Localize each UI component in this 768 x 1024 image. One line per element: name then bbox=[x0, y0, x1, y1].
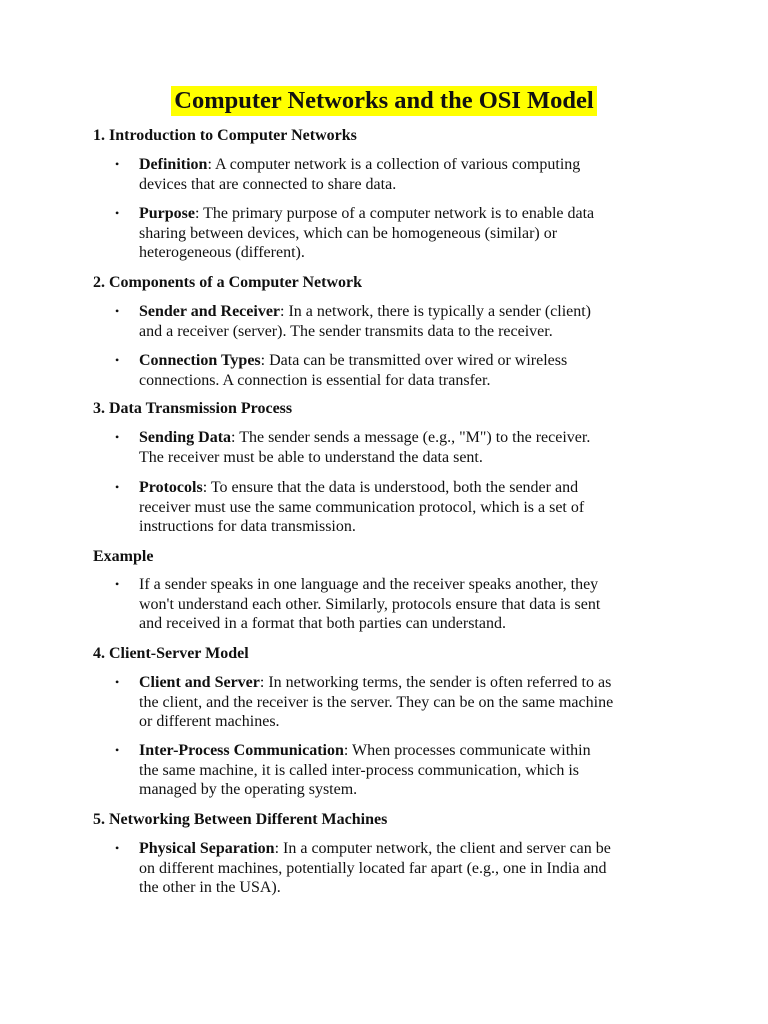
bullet-line bbox=[139, 351, 699, 371]
bullet-definition bbox=[115, 155, 699, 194]
bullet-line: and received in a format that both parties can understand. bbox=[139, 615, 506, 633]
bullet-term: Definition bbox=[139, 156, 208, 173]
bullet-line: won't understand each other. Similarly, protocols ensure that data is sent bbox=[139, 595, 601, 613]
section-heading-transmission: 3. Data Transmission Process bbox=[93, 400, 293, 417]
bullet-text: : In a network, there is typically a sender (client) bbox=[280, 303, 592, 320]
bullet-text: : The sender sends a message (e.g., "M") to the receiver. bbox=[231, 429, 591, 446]
section-heading-components: 2. Components of a Computer Network bbox=[93, 274, 363, 291]
bullet-line bbox=[139, 478, 699, 498]
bullet-dot: • bbox=[115, 353, 120, 367]
bullet-line: devices that are connected to share data. bbox=[139, 175, 397, 193]
bullet-text: : To ensure that the data is understood, both the sender and bbox=[202, 479, 579, 496]
bullet-term: Protocols bbox=[139, 479, 203, 496]
bullet-line: The receiver must be able to understand the data sent. bbox=[139, 448, 483, 466]
bullet-term: Client and Server bbox=[139, 674, 260, 691]
bullet-sending-data bbox=[115, 428, 699, 467]
bullet-connection-types bbox=[115, 351, 699, 390]
bullet-ipc bbox=[115, 741, 699, 800]
bullet-dot: • bbox=[115, 206, 120, 220]
bullet-line: on different machines, potentially located far apart (e.g., one in India and bbox=[139, 859, 607, 877]
bullet-example bbox=[115, 575, 699, 634]
bullet-dot: • bbox=[115, 157, 120, 171]
bullet-protocols bbox=[115, 478, 699, 537]
bullet-term: Purpose bbox=[139, 205, 195, 222]
section-heading-client-server: 4. Client-Server Model bbox=[93, 645, 249, 662]
title-container bbox=[0, 86, 768, 116]
bullet-line bbox=[139, 302, 699, 322]
section-heading-intro: 1. Introduction to Computer Networks bbox=[93, 127, 357, 144]
bullet-dot: • bbox=[115, 841, 120, 855]
bullet-text: : The primary purpose of a computer network is to enable data bbox=[195, 205, 595, 222]
bullet-line: instructions for data transmission. bbox=[139, 518, 356, 536]
bullet-line bbox=[139, 204, 699, 224]
bullet-line: managed by the operating system. bbox=[139, 781, 358, 799]
bullet-text: : When processes communicate within bbox=[343, 742, 591, 759]
bullet-line bbox=[139, 428, 699, 448]
bullet-client-server bbox=[115, 673, 699, 732]
bullet-text: : In a computer network, the client and server can be bbox=[274, 840, 611, 857]
bullet-text: : Data can be transmitted over wired or wireless bbox=[260, 352, 568, 369]
bullet-term: Connection Types bbox=[139, 352, 261, 369]
bullet-line: heterogeneous (different). bbox=[139, 244, 305, 262]
bullet-sender-receiver bbox=[115, 302, 699, 341]
bullet-physical-separation bbox=[115, 839, 699, 898]
bullet-dot: • bbox=[115, 675, 120, 689]
bullet-dot: • bbox=[115, 480, 120, 494]
bullet-line bbox=[139, 673, 699, 693]
bullet-term: Physical Separation bbox=[139, 840, 275, 857]
section-heading-different-machines: 5. Networking Between Different Machines bbox=[93, 811, 388, 828]
bullet-line: receiver must use the same communication protocol, which is a set of bbox=[139, 498, 585, 516]
bullet-line: connections. A connection is essential for data transfer. bbox=[139, 371, 491, 389]
bullet-line: the other in the USA). bbox=[139, 879, 281, 897]
bullet-line: the same machine, it is called inter-process communication, which is bbox=[139, 761, 579, 779]
bullet-dot: • bbox=[115, 304, 120, 318]
bullet-dot: • bbox=[115, 430, 120, 444]
bullet-line bbox=[139, 741, 699, 761]
bullet-line: or different machines. bbox=[139, 713, 280, 731]
document-title: Computer Networks and the OSI Model bbox=[171, 86, 596, 116]
section-heading-example: Example bbox=[93, 548, 154, 565]
bullet-line: If a sender speaks in one language and the receiver speaks another, they bbox=[139, 576, 599, 593]
bullet-term: Sender and Receiver bbox=[139, 303, 281, 320]
bullet-line bbox=[139, 839, 699, 859]
bullet-purpose bbox=[115, 204, 699, 263]
bullet-term: Sending Data bbox=[139, 429, 232, 446]
bullet-term: Inter-Process Communication bbox=[139, 742, 344, 759]
bullet-line: and a receiver (server). The sender transmits data to the receiver. bbox=[139, 322, 553, 340]
bullet-line: the client, and the receiver is the server. They can be on the same machine bbox=[139, 693, 614, 711]
bullet-line bbox=[139, 155, 699, 175]
bullet-text: : In networking terms, the sender is often referred to as bbox=[259, 674, 612, 691]
bullet-line: sharing between devices, which can be homogeneous (similar) or bbox=[139, 224, 558, 242]
bullet-dot: • bbox=[115, 743, 120, 757]
bullet-text: : A computer network is a collection of various computing bbox=[207, 156, 581, 173]
bullet-dot: • bbox=[115, 577, 120, 591]
